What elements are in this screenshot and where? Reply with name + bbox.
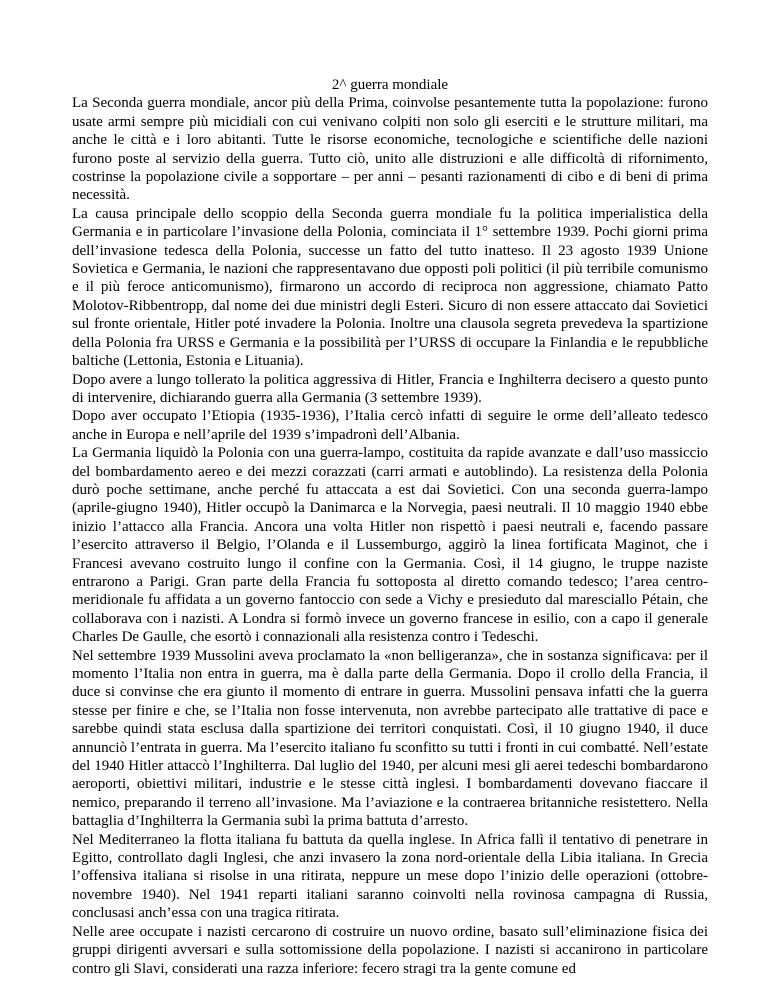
paragraph-mediterranean: Nel Mediterraneo la flotta italiana fu battuta da quella inglese. In Africa fallì il tentativo di penetrare in Egitto, controllato dagli Inglesi, che anzi invasero la zona nord-orientale della Libia italiana. In Grecia l’offensiva italiana si risolse in una ritirata, neppure un mese dopo l’inizio delle operazioni (ottobre-novembre 1940). Nel 1941 reparti italiani saranno coinvolti nella rovinosa campagna di Russia, conclusasi anch’essa con una tragica ritirata. <box>72 831 708 922</box>
paragraph-civilian-impact: La Seconda guerra mondiale, ancor più della Prima, coinvolse pesantemente tutta la popolazione: furono usate armi sempre più micidiali con cui venivano colpiti non solo gli eserciti e le strutture militari, ma anche le città e i loro abitanti. Tutte le risorse economiche, tecnologiche e scientifiche delle nazioni furono poste al servizio della guerra. Tutto ciò, unito alle distruzioni e alle difficoltà di rifornimento, costrinse la popolazione civile a sopportare – per anni – pesanti razionamenti di cibo e di beni di prima necessità. <box>72 95 708 204</box>
paragraph-blitzkrieg: La Germania liquidò la Polonia con una guerra-lampo, costituita da rapide avanzate e dall’uso massiccio del bombardamento aereo e dei mezzi corazzati (carri armati e autoblindo). La resistenza della Polonia durò poche settimane, anche perché fu attaccata a est dai Sovietici. Con una seconda guerra-lampo (aprile-giugno 1940), Hitler occupò la Danimarca e la Norvegia, paesi neutrali. Il 10 maggio 1940 ebbe inizio l’attacco alla Francia. Ancora una volta Hitler non rispettò i paesi neutrali e, facendo passare l’esercito attraverso il Belgio, l’Olanda e il Lussemburgo, aggirò la linea fortificata Maginot, che i Francesi avevano costruito lungo il confine con la Germania. Così, il 14 giugno, le truppe naziste entrarono a Parigi. Gran parte della Francia fu sottoposta al diretto comando tedesco; l’area centro-meridionale fu affidata a un governo fantoccio con sede a Vichy e presieduto dal maresciallo Pétain, che collaborava con i nazisti. A Londra si formò invece un governo francese in esilio, con a capo il generale Charles De Gaulle, che esortò i connazionali alla resistenza contro i Tedeschi. <box>72 445 708 646</box>
paragraph-france-england: Dopo avere a lungo tollerato la politica aggressiva di Hitler, Francia e Inghilterra decisero a questo punto di intervenire, dichiarando guerra alla Germania (3 settembre 1939). <box>72 371 708 406</box>
paragraph-war-causes: La causa principale dello scoppio della Seconda guerra mondiale fu la politica imperialistica della Germania e in particolare l’invasione della Polonia, cominciata il 1° settembre 1939. Pochi giorni prima dell’invasione tedesca della Polonia, successe un fatto del tutto inatteso. Il 23 agosto 1939 Unione Sovietica e Germania, le nazioni che rappresentavano due opposti poli politici (il più terribile comunismo e il più feroce anticomunismo), firmarono un accordo di reciproca non aggressione, chiamato Patto Molotov-Ribbentropp, dal nome dei due ministri degli Esteri. Sicuro di non essere attaccato dai Sovietici sul fronte orientale, Hitler poté invadere la Polonia. Inoltre una clausola segreta prevedeva la spartizione della Polonia fra URSS e Germania e la possibilità per l’URSS di occupare la Finlandia e le repubbliche baltiche (Lettonia, Estonia e Lituania). <box>72 205 708 370</box>
document-page <box>72 76 708 978</box>
document-title: 2^ guerra mondiale <box>331 77 449 93</box>
paragraph-italy-enters-war: Nel settembre 1939 Mussolini aveva proclamato la «non belligeranza», che in sostanza significava: per il momento l’Italia non entra in guerra, ma è dalla parte della Germania. Dopo il crollo della Francia, il duce si convinse che era giunto il momento di entrare in guerra. Mussolini pensava infatti che la guerra stesse per finire e che, se l’Italia non fosse intervenuta, non avrebbe partecipato alle trattative di pace e sarebbe quindi stata esclusa dalla spartizione dei territori conquistati. Così, il 10 giugno 1940, il duce annunciò l’entrata in guerra. Ma l’esercito italiano fu sconfitto su tutti i fronti in cui combatté. Nell’estate del 1940 Hitler attaccò l’Inghilterra. Dal luglio del 1940, per alcuni mesi gli aerei tedeschi bombardarono aeroporti, obiettivi militari, industrie e le stesse città inglesi. I bombardamenti dovevano fiaccare il nemico, preparando il terreno all’invasione. Ma l’aviazione e la contraerea britanniche resistettero. Nella battaglia d’Inghilterra la Germania subì la prima battuta d’arresto. <box>72 647 708 830</box>
paragraph-italy-albania: Dopo aver occupato l’Etiopia (1935-1936), l’Italia cercò infatti di seguire le orme dell’alleato tedesco anche in Europa e nell’aprile del 1939 s’impadronì dell’Albania. <box>72 408 708 443</box>
paragraph-new-order: Nelle aree occupate i nazisti cercarono di costruire un nuovo ordine, basato sull’eliminazione fisica dei gruppi dirigenti avversari e sulla sottomissione della popolazione. I nazisti si accanirono in particolare contro gli Slavi, considerati una razza inferiore: fecero stragi tra la gente comune ed <box>72 923 708 977</box>
